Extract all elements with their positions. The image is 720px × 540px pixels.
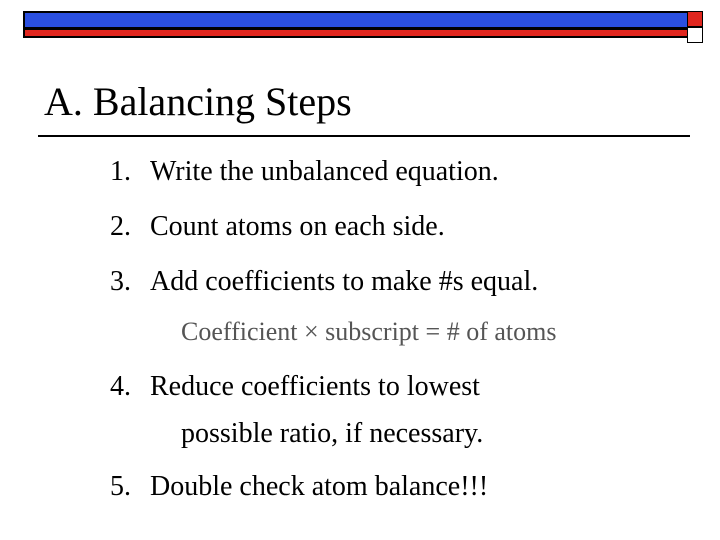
title-divider: [38, 135, 690, 137]
step-5: [110, 470, 488, 504]
header-corner-red-square: [687, 11, 703, 27]
step-1-number: 1.: [110, 156, 131, 187]
step-4-number: 4.: [110, 371, 131, 402]
step-4-text: Reduce coefficients to lowest: [150, 371, 480, 402]
step-5-text: Double check atom balance!!!: [150, 471, 489, 502]
step-4-continuation: possible ratio, if necessary.: [181, 418, 484, 449]
header-corner-white-square: [687, 27, 703, 43]
step-2-text: Count atoms on each side.: [150, 211, 445, 242]
header-blue-bar: [23, 11, 690, 29]
step-3-number: 3.: [110, 266, 131, 297]
step-2-number: 2.: [110, 211, 131, 242]
step-5-number: 5.: [110, 471, 131, 502]
step-3-text: Add coefficients to make #s equal.: [150, 266, 539, 297]
step-1-text: Write the unbalanced equation.: [150, 156, 499, 187]
step-3-note: Coefficient × subscript = # of atoms: [181, 317, 557, 346]
step-1: [110, 155, 499, 189]
step-4: [110, 370, 480, 404]
step-3: [110, 265, 538, 299]
slide-title: A. Balancing Steps: [44, 79, 352, 124]
step-2: [110, 210, 445, 244]
header-red-bar: [23, 29, 690, 38]
